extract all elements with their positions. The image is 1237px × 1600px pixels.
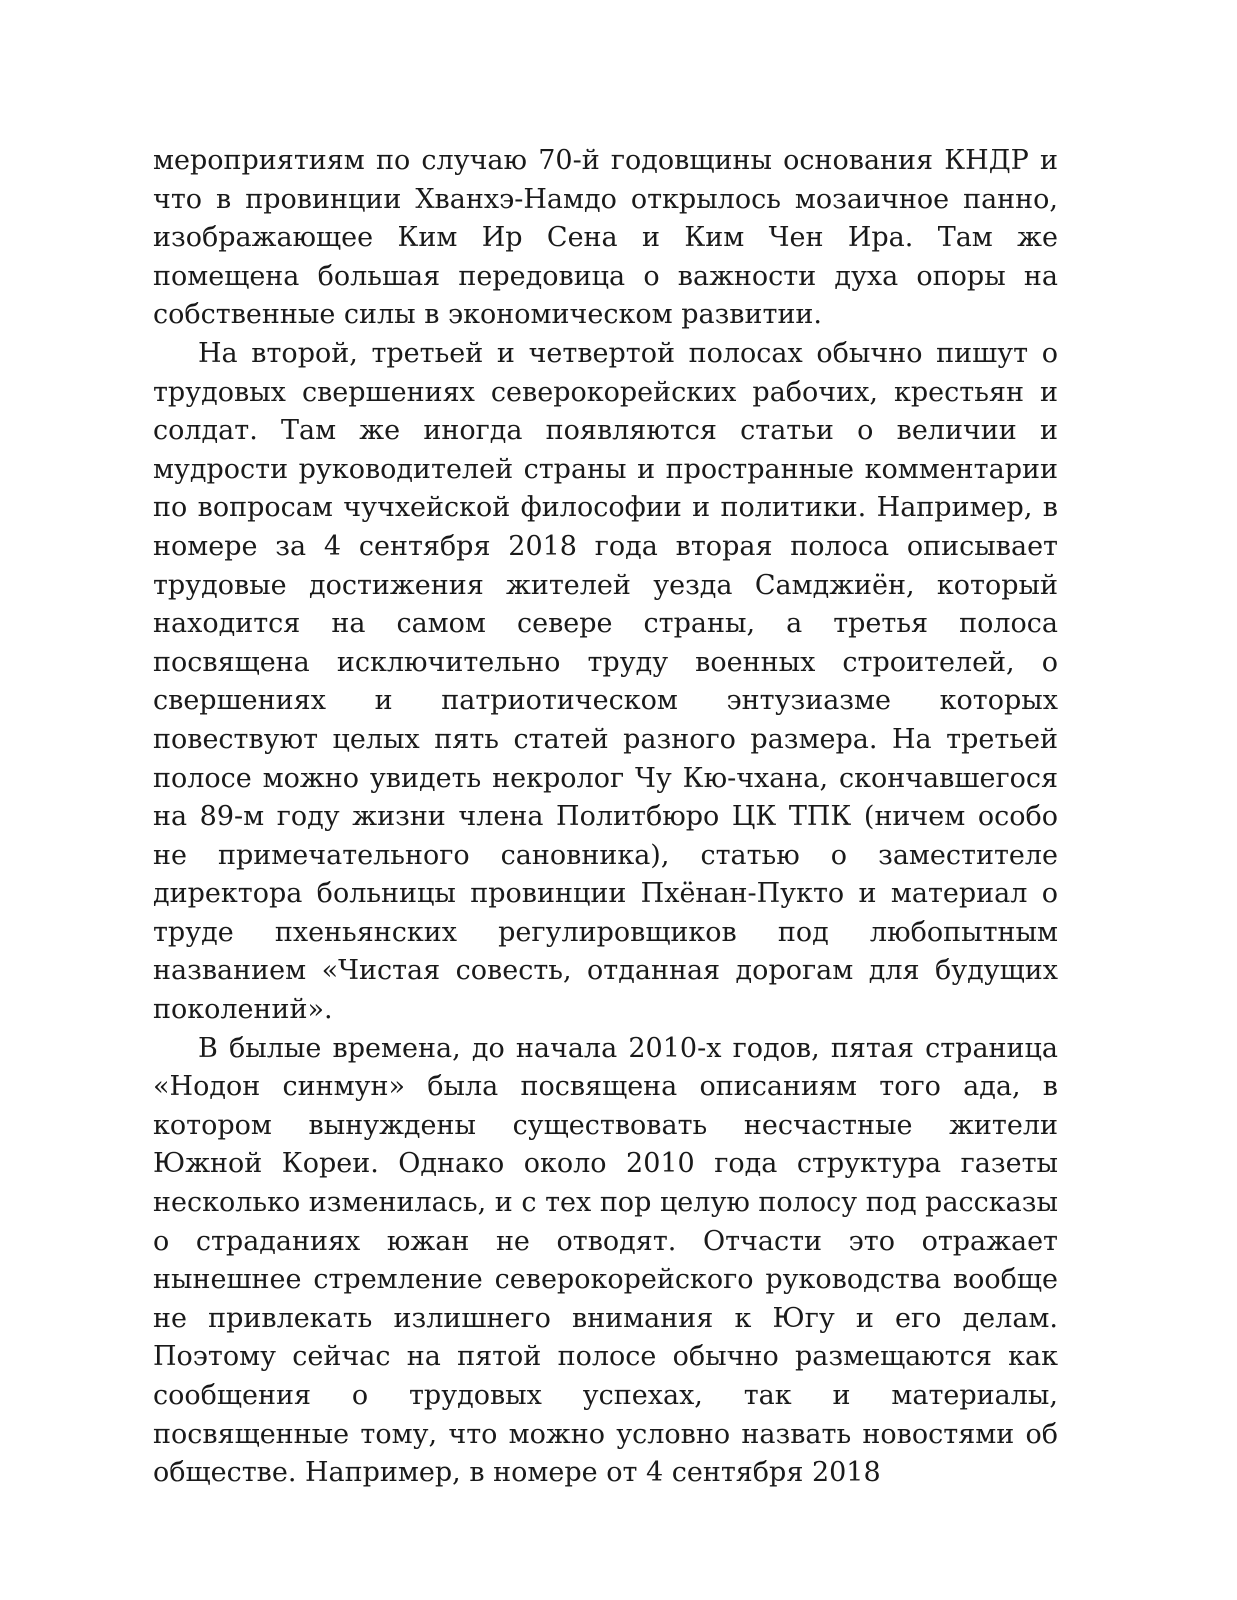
paragraph-continuation: мероприятиям по случаю 70-й годовщины основания КНДР и что в провинции Хванхэ-Намдо открылось мозаичное панно, изображающее Ким Ир Сена и Ким Чен Ира. Там же помещена большая передовица о важности духа опоры на собственные силы в экономическом развитии. [153, 145, 1058, 331]
paragraph-fifth-page: В былые времена, до начала 2010-х годов, пятая страница «Нодон синмун» была посвящена описаниям того ада, в котором вынуждены существовать несчастные жители Южной Кореи. Однако около 2010 года структура газеты несколько изменилась, и с тех пор целую полосу под рассказы о страданиях южан не отводят. Отчасти это отражает нынешнее стремление северокорейского руководства вообще не привлекать излишнего внимания к Югу и его делам. Поэтому сейчас на пятой полосе обычно размещаются как сообщения о трудовых успехах, так и материалы, посвященные тому, что можно условно назвать новостями об обществе. Например, в номере от 4 сентября 2018 [153, 1032, 1058, 1489]
document-page [153, 142, 1058, 1489]
paragraph-newspaper-pages-two-to-four: На второй, третьей и четвертой полосах обычно пишут о трудовых свершениях северокорейских рабочих, крестьян и солдат. Там же иногда появляются статьи о величии и мудрости руководителей страны и пространные комментарии по вопросам чучхейской философии и политики. Например, в номере за 4 сентября 2018 года вторая полоса описывает трудовые достижения жителей уезда Самджиён, который находится на самом севере страны, а третья полоса посвящена исключительно труду военных строителей, о свершениях и патриотическом энтузиазме которых повествуют целых пять статей разного размера. На третьей полосе можно увидеть некролог Чу Кю-чхана, скончавшегося на 89-м году жизни члена Политбюро ЦК ТПК (ничем особо не примечательного сановника), статью о заместителе директора больницы провинции Пхёнан-Пукто и материал о труде пхеньянских регулировщиков под любопытным названием «Чистая совесть, отданная дорогам для будущих поколений». [153, 337, 1058, 1026]
